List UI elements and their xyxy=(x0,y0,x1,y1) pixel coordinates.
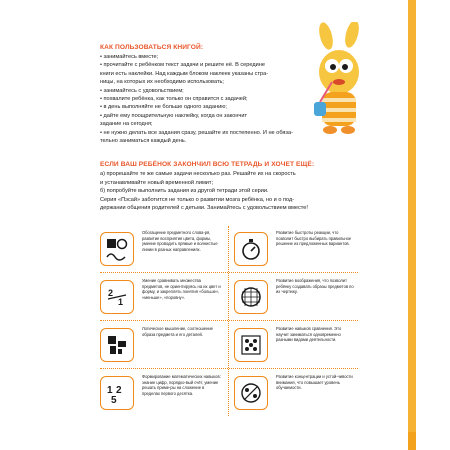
howto-line: • не нужно делать все задания сразу, решайте их постепенно. И не обяза- xyxy=(100,129,293,136)
skill-text: Развитие быстроты реакции, что позволит быстро выбирать правильное решение из предложенных вариантов. xyxy=(276,230,352,246)
target-dots-icon xyxy=(234,376,268,410)
howto-line: • дайте ему поощрительную наклейку, когда он закончит xyxy=(100,112,248,119)
numbers-icon xyxy=(100,376,134,410)
skills-grid xyxy=(100,226,358,416)
finished-line: Серия «Пэсай» заботится не только о развитии мозга ребёнка, но и о под- xyxy=(100,196,295,203)
finished-line: б) попробуйте выполнить задания из другой тетради этой серии. xyxy=(100,188,269,195)
orange-edge-strip xyxy=(408,0,416,450)
skill-item xyxy=(100,278,226,322)
howto-line: • похвалите ребёнка, как только он справится с задачей; xyxy=(100,96,248,103)
howto-line: • занимайтесь вместе; xyxy=(100,54,159,60)
svg-text:5: 5 xyxy=(111,395,117,405)
howto-list xyxy=(100,53,365,145)
svg-text:2: 2 xyxy=(108,288,114,298)
finished-title: ЕСЛИ ВАШ РЕБЁНОК ЗАКОНЧИЛ ВСЮ ТЕТРАДЬ И ХОЧЕТ ЕЩЁ: xyxy=(100,161,315,168)
howto-line: тельно заниматься каждый день. xyxy=(100,138,187,145)
finished-line: держании общения родителей с детьми. Занимайтесь с удовольствием вместе! xyxy=(100,205,308,212)
skill-item xyxy=(100,326,226,370)
comparison-icon xyxy=(100,280,134,314)
finished-line: и устанавливайте новый временной лимит; xyxy=(100,179,214,186)
howto-line: • в день выполняйте не больше одного заданию; xyxy=(100,104,227,111)
skill-item xyxy=(234,278,358,322)
dots-pattern-icon xyxy=(234,328,268,362)
skill-text: Развитие навыков сравнения. Это научит заниматься одновременно разными видами деятельности. xyxy=(276,326,342,342)
skill-text: Развитие концентрации и устой-чивости внимания, что повышает уровень обучаемости. xyxy=(276,374,353,390)
howto-line: • занимайтесь с удовольствием; xyxy=(100,87,184,94)
skill-text: Обогащение предметного слова-ря, развитие восприятия цвета, формы, умение проводить прямые и волнистые линии в разных направлениях. xyxy=(142,230,218,252)
puzzle-shapes-icon xyxy=(100,328,134,362)
svg-text:2: 2 xyxy=(116,385,122,396)
grid-circle-icon xyxy=(234,280,268,314)
grid-divider xyxy=(228,226,230,416)
skill-text: Умение сравнивать множества предметов, не ориентируясь на их цвет и форму, и закреплять понятия «больше», «меньше», «поровну». xyxy=(142,278,221,300)
finished-text xyxy=(100,170,357,213)
svg-text:1: 1 xyxy=(118,297,124,307)
finished-line: а) прорешайте те же самые задачи несколько раз. Решайте их на скорость xyxy=(100,171,296,177)
color-blocks-icon xyxy=(100,232,134,266)
skill-item xyxy=(234,326,358,370)
skill-item xyxy=(100,230,226,274)
skill-item xyxy=(234,374,358,418)
howto-title: КАК ПОЛЬЗОВАТЬСЯ КНИГОЙ: xyxy=(100,44,204,51)
stopwatch-icon xyxy=(234,232,268,266)
skill-text: Развитие воображения, что позволит ребёнку создавать образы предметов по их чертежу. xyxy=(276,278,354,294)
howto-line: задание на сегодня; xyxy=(100,121,153,128)
skill-item xyxy=(234,230,358,274)
howto-line: книги есть наклейки. Над каждым блоком наклеек указаны стра- xyxy=(100,70,269,77)
skill-item xyxy=(100,374,226,418)
edge-corner xyxy=(408,432,416,450)
svg-text:1: 1 xyxy=(107,385,113,396)
howto-line: ницы, на которых их необходимо использовать; xyxy=(100,79,224,86)
howto-line: • прочитайте с ребёнком текст задачи и решите её. В середине xyxy=(100,62,265,69)
skill-text: Логическое мышление, соотношение образа предмета и его деталей. xyxy=(142,326,213,337)
skill-text: Формирование математических навыков: знание цифр, порядко-вый счёт, умение решать приме-ры на сложение в пределах первого десятка. xyxy=(142,374,221,396)
